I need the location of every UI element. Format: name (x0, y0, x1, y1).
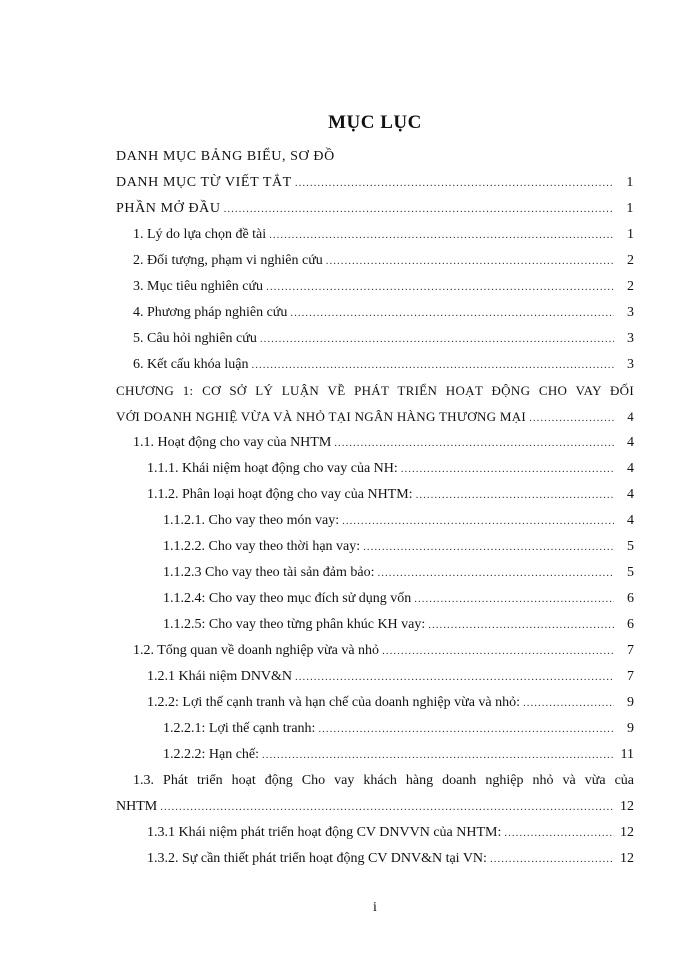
toc-entry[interactable] (116, 144, 634, 170)
toc-entry[interactable] (116, 638, 634, 664)
dot-leader (266, 274, 614, 300)
toc-page-number: 1 (627, 227, 634, 242)
dot-leader (504, 820, 614, 846)
toc-entry-label: 1.1.2. Phân loại hoạt động cho vay của NHTM: (147, 487, 413, 502)
toc-entry-label: 1.1.2.1. Cho vay theo món vay: (163, 513, 340, 528)
toc-entry-label: 1.1.2.5: Cho vay theo từng phân khúc KH vay: (163, 617, 426, 632)
toc-page-number: 3 (627, 357, 634, 372)
toc-entry[interactable] (116, 274, 634, 300)
dot-leader (224, 196, 614, 222)
table-of-contents (116, 144, 634, 872)
toc-page-number: 4 (627, 513, 634, 528)
toc-entry[interactable] (116, 248, 634, 274)
dot-leader (326, 248, 614, 274)
toc-page-number: 11 (620, 747, 634, 762)
toc-entry-label: 1. Lý do lựa chọn đề tài (133, 227, 267, 242)
toc-entry[interactable] (116, 742, 634, 768)
dot-leader (290, 300, 614, 326)
toc-entry-1-3[interactable] (116, 768, 634, 820)
toc-entry-label: 1.2.2.1: Lợi thế cạnh tranh: (163, 721, 316, 736)
dot-leader (262, 742, 614, 768)
toc-entry[interactable] (116, 352, 634, 378)
toc-entry[interactable] (116, 482, 634, 508)
toc-page-number: 5 (627, 539, 634, 554)
toc-entry[interactable] (116, 690, 634, 716)
toc-entry[interactable] (116, 716, 634, 742)
toc-page-number: 4 (627, 487, 634, 502)
dot-leader (382, 638, 614, 664)
toc-page-number: 7 (627, 669, 634, 684)
toc-entry[interactable] (116, 820, 634, 846)
toc-entry[interactable] (116, 534, 634, 560)
toc-entry[interactable] (116, 508, 634, 534)
toc-entry-label: 1.2. Tổng quan về doanh nghiệp vừa và nhỏ (133, 643, 380, 658)
toc-entry-label: DANH MỤC TỪ VIẾT TẮT (116, 175, 292, 190)
toc-page-number: 6 (627, 617, 634, 632)
toc-entry-label: PHẦN MỞ ĐẦU (116, 201, 221, 216)
toc-page-number: 12 (620, 825, 634, 840)
toc-entry[interactable] (116, 196, 634, 222)
toc-entry[interactable] (116, 612, 634, 638)
toc-entry-label: 1.1.2.2. Cho vay theo thời hạn vay: (163, 539, 361, 554)
dot-leader (529, 405, 614, 431)
toc-entry[interactable] (116, 300, 634, 326)
toc-page-number: 5 (627, 565, 634, 580)
toc-page-number: 4 (627, 409, 634, 424)
toc-page-number: 12 (620, 851, 634, 866)
toc-page-number: 4 (627, 461, 634, 476)
toc-entry-label: 1.3.2. Sự cần thiết phát triển hoạt động CV DNV&N tại VN: (147, 851, 487, 866)
dot-leader (414, 586, 614, 612)
dot-leader (490, 846, 614, 872)
toc-entry-label: 1.1.1. Khái niệm hoạt động cho vay của NH: (147, 461, 398, 476)
dot-leader (401, 456, 614, 482)
toc-entry-label: 1.2.2: Lợi thế cạnh tranh và hạn chế của doanh nghiệp vừa và nhỏ: (147, 695, 521, 710)
toc-entry[interactable] (116, 846, 634, 872)
dot-leader (428, 612, 614, 638)
toc-page-number: 12 (620, 799, 634, 814)
toc-page-number: 7 (627, 643, 634, 658)
toc-entry-label-line2: VỚI DOANH NGHIỆ VỪA VÀ NHỎ TẠI NGÂN HÀNG THƯƠNG MẠI (116, 409, 527, 424)
toc-entry-label: DANH MỤC BẢNG BIỂU, SƠ ĐỒ (116, 149, 335, 164)
toc-entry-label: 5. Câu hỏi nghiên cứu (133, 331, 257, 346)
dot-leader (295, 664, 614, 690)
toc-entry-label: 1.1. Hoạt động cho vay của NHTM (133, 435, 332, 450)
toc-entry[interactable] (116, 560, 634, 586)
toc-entry-chapter-1[interactable] (116, 378, 634, 430)
dot-leader (363, 534, 614, 560)
dot-leader (416, 482, 614, 508)
toc-entry-label: 1.1.2.4: Cho vay theo mục đích sử dụng vốn (163, 591, 412, 606)
toc-entry-label: 1.2.2.2: Hạn chế: (163, 747, 260, 762)
toc-page-number: 4 (627, 435, 634, 450)
toc-page-number: 3 (627, 305, 634, 320)
toc-entry[interactable] (116, 586, 634, 612)
page-title: MỤC LỤC (328, 112, 422, 133)
dot-leader (269, 222, 614, 248)
toc-entry-label: 6. Kết cấu khóa luận (133, 357, 249, 372)
toc-entry-label: 2. Đối tượng, phạm vi nghiên cứu (133, 253, 323, 268)
toc-page-number: 2 (627, 279, 634, 294)
toc-entry-label: 4. Phương pháp nghiên cứu (133, 305, 288, 320)
dot-leader (318, 716, 614, 742)
toc-page-number: 1 (626, 201, 634, 216)
dot-leader (523, 690, 614, 716)
toc-page-number: 6 (627, 591, 634, 606)
dot-leader (378, 560, 614, 586)
toc-entry-label: 3. Mục tiêu nghiên cứu (133, 279, 264, 294)
toc-page-number: 9 (627, 721, 634, 736)
toc-entry-label: 1.1.2.3 Cho vay theo tài sản đảm bảo: (163, 565, 375, 580)
toc-entry-label-line2: NHTM (116, 799, 158, 814)
dot-leader (295, 170, 614, 196)
toc-page-number: 3 (627, 331, 634, 346)
toc-entry[interactable] (116, 664, 634, 690)
toc-page-number: 1 (626, 175, 634, 190)
toc-entry[interactable] (116, 326, 634, 352)
page-number-footer: i (373, 900, 377, 915)
toc-entry-label-line1: 1.3. Phát triển hoạt động Cho vay khách hàng doanh nghiệp nhỏ và vừa của (133, 773, 634, 788)
dot-leader (334, 430, 614, 456)
dot-leader (260, 326, 614, 352)
dot-leader (160, 794, 614, 820)
dot-leader (342, 508, 614, 534)
toc-entry[interactable] (116, 170, 634, 196)
toc-entry-label: 1.2.1 Khái niệm DNV&N (147, 669, 293, 684)
toc-entry[interactable] (116, 222, 634, 248)
toc-entry[interactable] (116, 456, 634, 482)
toc-entry-label-line1: CHƯƠNG 1: CƠ SỞ LÝ LUẬN VỀ PHÁT TRIỂN HOẠT ĐỘNG CHO VAY ĐỐI (116, 383, 634, 398)
toc-entry-label: 1.3.1 Khái niệm phát triển hoạt động CV DNVVN của NHTM: (147, 825, 502, 840)
toc-page-number: 9 (627, 695, 634, 710)
dot-leader (251, 352, 614, 378)
toc-page-number: 2 (627, 253, 634, 268)
toc-entry[interactable] (116, 430, 634, 456)
